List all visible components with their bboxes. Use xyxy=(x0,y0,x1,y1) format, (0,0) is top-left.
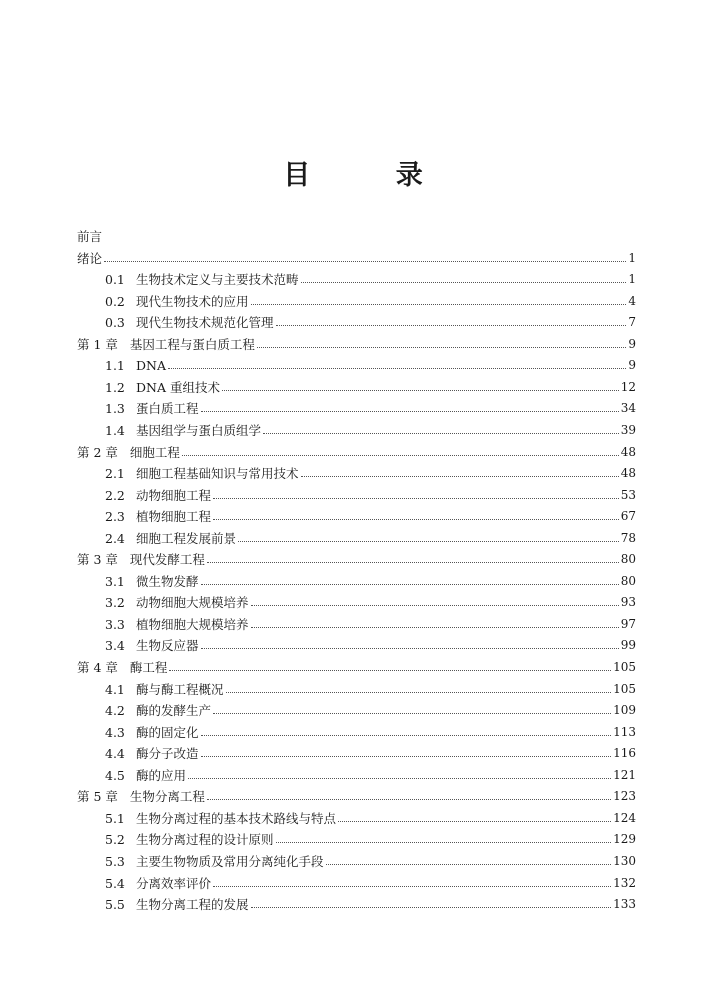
toc-entry-number: 5.3 xyxy=(105,853,125,869)
toc-page-number: 1 xyxy=(628,272,636,287)
toc-entry-title: 酶工程 xyxy=(129,660,168,675)
toc-page-number: 12 xyxy=(620,379,636,394)
toc-entry-number: 0.1 xyxy=(105,272,125,288)
dot-leader xyxy=(213,886,611,887)
toc-section-entry[interactable] xyxy=(105,892,636,912)
toc-page-number: 109 xyxy=(613,703,636,718)
toc-page-number: 67 xyxy=(620,509,636,524)
toc-entry-title: 生物反应器 xyxy=(136,638,199,654)
toc-section-entry[interactable] xyxy=(105,612,636,632)
toc-entry-number: 2.3 xyxy=(105,509,125,525)
toc-entry-title: 基因组学与蛋白质组学 xyxy=(136,422,262,438)
toc-entry-number: 1.1 xyxy=(105,358,125,374)
toc-entry-title: 酶与酶工程概况 xyxy=(136,681,224,697)
dot-leader xyxy=(301,476,619,477)
toc-entry-number: 0.2 xyxy=(105,293,125,309)
toc-page-number: 80 xyxy=(620,552,636,567)
toc-entry-number: 1.2 xyxy=(105,379,125,395)
toc-page-number: 124 xyxy=(613,810,636,825)
toc-page-number: 97 xyxy=(620,616,636,631)
toc-entry-number: 4.2 xyxy=(105,703,125,719)
toc-page-number: 99 xyxy=(620,638,636,653)
dot-leader xyxy=(276,325,626,326)
toc-section-entry[interactable] xyxy=(105,310,636,330)
toc-entry-title: 酶的应用 xyxy=(136,767,187,783)
toc-page-number: 34 xyxy=(620,401,636,416)
toc-entry-number: 2.2 xyxy=(105,487,125,503)
toc-page-number: 116 xyxy=(613,746,636,761)
toc-page-number: 48 xyxy=(620,444,636,459)
toc-entry-title: 生物分离工程的发展 xyxy=(136,897,249,913)
toc-entry-number: 4.3 xyxy=(105,724,125,740)
toc-section-entry[interactable] xyxy=(105,267,636,287)
toc-page-number: 48 xyxy=(620,466,636,481)
dot-leader xyxy=(338,821,611,822)
toc-entry-title: 主要生物物质及常用分离纯化手段 xyxy=(136,853,324,869)
dot-leader xyxy=(169,670,611,671)
dot-leader xyxy=(238,541,619,542)
dot-leader xyxy=(301,282,626,283)
dot-leader xyxy=(168,368,626,369)
toc-entry-number: 5.2 xyxy=(105,832,125,848)
toc-chapter-entry[interactable] xyxy=(77,547,636,567)
toc-section-entry[interactable] xyxy=(105,461,636,481)
toc-entry-number: 4.5 xyxy=(105,767,125,783)
toc-entry-number: 2.4 xyxy=(105,530,125,546)
toc-page-number: 1 xyxy=(628,250,636,265)
dot-leader xyxy=(182,455,619,456)
toc-entry-number: 3.1 xyxy=(105,573,125,589)
toc-page-number: 80 xyxy=(620,573,636,588)
toc-entry-number: 3.2 xyxy=(105,595,125,611)
dot-leader xyxy=(222,390,619,391)
toc-entry-title: 酶的发酵生产 xyxy=(136,703,212,719)
toc-page-number: 123 xyxy=(613,789,636,804)
toc-section-entry[interactable] xyxy=(105,633,636,653)
toc-entry-number: 4.1 xyxy=(105,681,125,697)
dot-leader xyxy=(201,584,619,585)
dot-leader xyxy=(251,907,612,908)
toc-section-entry[interactable] xyxy=(105,849,636,869)
toc-page-number: 133 xyxy=(613,897,636,912)
toc-page-number: 132 xyxy=(613,875,636,890)
toc-entry-number: 第 5 章 xyxy=(77,789,118,805)
page-title: 目 录 xyxy=(283,160,461,191)
toc-section-entry[interactable] xyxy=(105,289,636,309)
dot-leader xyxy=(201,735,612,736)
toc-section-entry[interactable] xyxy=(105,763,636,783)
toc-section-entry[interactable] xyxy=(105,590,636,610)
toc-entry-number: 5.5 xyxy=(105,897,125,913)
dot-leader xyxy=(207,799,611,800)
toc-entry-number: 第 2 章 xyxy=(77,444,118,460)
toc-page-number: 39 xyxy=(620,422,636,437)
toc-entry-title: 绪论 xyxy=(77,250,103,266)
toc-page-number: 105 xyxy=(613,681,636,696)
dot-leader xyxy=(207,562,619,563)
toc-entry-title: 动物细胞工程 xyxy=(136,487,212,503)
dot-leader xyxy=(213,713,611,714)
toc-page-number: 4 xyxy=(628,293,636,308)
toc-entry-title: 细胞工程 xyxy=(129,444,180,460)
toc-entry-title: 酶分子改造 xyxy=(136,746,199,762)
toc-page-number: 93 xyxy=(620,595,636,610)
dot-leader xyxy=(263,433,619,434)
toc-entry-number: 3.4 xyxy=(105,638,125,654)
toc-chapter-entry[interactable] xyxy=(77,440,636,460)
toc-entry-title: 分离效率评价 xyxy=(136,875,212,891)
toc-section-entry[interactable] xyxy=(105,526,636,546)
toc-section-entry[interactable] xyxy=(105,375,636,395)
toc-chapter-entry[interactable] xyxy=(77,784,636,804)
dot-leader xyxy=(251,304,626,305)
toc-section-entry[interactable] xyxy=(105,806,636,826)
toc-chapter-entry[interactable] xyxy=(77,246,636,266)
toc-section-entry[interactable] xyxy=(105,871,636,891)
toc-entry-title: DNA xyxy=(136,358,166,374)
toc-section-entry[interactable] xyxy=(105,677,636,697)
toc-entry-number: 3.3 xyxy=(105,616,125,632)
toc-entry-number: 0.3 xyxy=(105,315,125,331)
toc-section-entry[interactable] xyxy=(105,418,636,438)
toc-entry-title: 动物细胞大规模培养 xyxy=(136,595,249,611)
toc-entry-number: 第 3 章 xyxy=(77,552,118,568)
dot-leader xyxy=(213,519,619,520)
toc-section-entry[interactable] xyxy=(105,827,636,847)
toc-section-entry[interactable] xyxy=(105,698,636,718)
dot-leader xyxy=(326,864,612,865)
toc-entry-number: 1.4 xyxy=(105,422,125,438)
toc-section-entry[interactable] xyxy=(105,353,636,373)
toc-entry-number: 5.1 xyxy=(105,810,125,826)
toc-page-number: 113 xyxy=(613,724,636,739)
toc-page-number: 129 xyxy=(613,832,636,847)
toc-entry-title: 酶的固定化 xyxy=(136,724,199,740)
toc-entry-title: DNA 重组技术 xyxy=(136,379,220,395)
toc-section-entry[interactable] xyxy=(105,741,636,761)
toc-entry-title: 生物技术定义与主要技术范畴 xyxy=(136,272,299,288)
toc-entry-number: 5.4 xyxy=(105,875,125,891)
dot-leader xyxy=(201,756,612,757)
toc-entry-number: 4.4 xyxy=(105,746,125,762)
dot-leader xyxy=(276,842,612,843)
dot-leader xyxy=(257,347,626,348)
toc-entry-title: 细胞工程发展前景 xyxy=(136,530,237,546)
toc-chapter-entry[interactable] xyxy=(77,655,636,675)
toc-entry-title: 生物分离过程的设计原则 xyxy=(136,832,274,848)
toc-entry-title: 前言 xyxy=(77,229,103,244)
toc-entry-title: 现代生物技术的应用 xyxy=(136,293,249,309)
toc-entry-title: 生物分离过程的基本技术路线与特点 xyxy=(136,810,337,826)
toc-section-entry[interactable] xyxy=(105,720,636,740)
toc-entry-title: 生物分离工程 xyxy=(129,789,205,805)
toc-page-number: 130 xyxy=(613,853,636,868)
toc-page-number: 9 xyxy=(628,358,636,373)
toc-entry-title: 植物细胞工程 xyxy=(136,509,212,525)
toc-section-entry[interactable] xyxy=(105,569,636,589)
toc-entry-title: 植物细胞大规模培养 xyxy=(136,616,249,632)
toc-entry-title: 微生物发酵 xyxy=(136,573,199,589)
toc-page-number: 78 xyxy=(620,530,636,545)
toc-page-number: 9 xyxy=(628,336,636,351)
dot-leader xyxy=(251,605,619,606)
toc-chapter-entry[interactable] xyxy=(77,224,636,244)
dot-leader xyxy=(226,692,612,693)
dot-leader xyxy=(201,648,619,649)
toc-section-entry[interactable] xyxy=(105,504,636,524)
toc-page-number: 7 xyxy=(628,315,636,330)
dot-leader xyxy=(251,627,619,628)
dot-leader xyxy=(213,498,619,499)
toc-section-entry[interactable] xyxy=(105,483,636,503)
toc-entry-number: 2.1 xyxy=(105,466,125,482)
dot-leader xyxy=(201,411,619,412)
toc-entry-number: 第 1 章 xyxy=(77,336,118,352)
toc-section-entry[interactable] xyxy=(105,396,636,416)
toc-entry-title: 现代生物技术规范化管理 xyxy=(136,315,274,331)
toc-entry-title: 现代发酵工程 xyxy=(129,552,205,568)
toc-chapter-entry[interactable] xyxy=(77,332,636,352)
toc-page-number: 105 xyxy=(613,660,636,674)
toc-entry-title: 细胞工程基础知识与常用技术 xyxy=(136,466,299,482)
toc-entry-number: 第 4 章 xyxy=(77,660,118,675)
dot-leader xyxy=(104,261,626,262)
dot-leader xyxy=(188,778,611,779)
toc-entry-title: 基因工程与蛋白质工程 xyxy=(129,336,255,352)
toc-page-number: 121 xyxy=(613,767,636,782)
toc-entry-title: 蛋白质工程 xyxy=(136,401,199,417)
toc-entry-number: 1.3 xyxy=(105,401,125,417)
toc-page-number: 53 xyxy=(620,487,636,502)
